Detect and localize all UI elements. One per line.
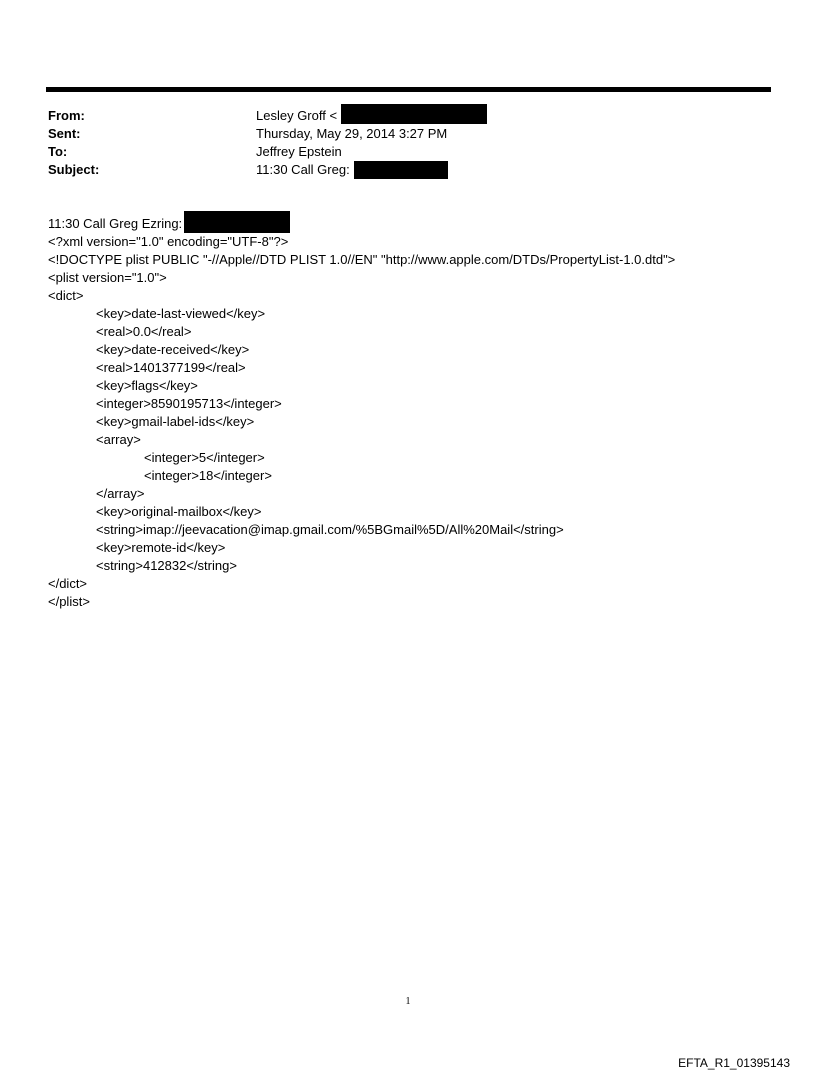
xml-line: </plist> (48, 594, 90, 609)
to-row (48, 143, 768, 161)
redaction-box (341, 104, 487, 124)
xml-line: <key>remote-id</key> (96, 540, 226, 555)
xml-line: <string>412832</string> (96, 558, 237, 573)
from-value (256, 107, 487, 125)
xml-line: </array> (96, 486, 145, 501)
subject-label: Subject: (48, 162, 100, 177)
from-label: From: (48, 108, 85, 123)
xml-line: <key>date-received</key> (96, 342, 250, 357)
xml-line: <real>1401377199</real> (96, 360, 246, 375)
xml-line: <key>original-mailbox</key> (96, 504, 262, 519)
subject-text: 11:30 Call Greg: (256, 162, 350, 177)
xml-line: <array> (96, 432, 141, 447)
xml-line: </dict> (48, 576, 88, 591)
xml-line: <key>date-last-viewed</key> (96, 306, 266, 321)
xml-line: <integer>5</integer> (144, 450, 265, 465)
from-sender: Lesley Groff < (256, 108, 338, 123)
to-label: To: (48, 144, 68, 159)
xml-line: <key>gmail-label-ids</key> (96, 414, 255, 429)
redaction-box (184, 211, 290, 233)
xml-line: <?xml version="1.0" encoding="UTF-8"?> (48, 234, 289, 249)
sent-label: Sent: (48, 126, 81, 141)
body-intro: 11:30 Call Greg Ezring: (48, 216, 183, 231)
email-body (48, 215, 788, 611)
header-divider (46, 87, 771, 92)
document-id: EFTA_R1_01395143 (678, 1056, 790, 1070)
xml-line: <integer>18</integer> (144, 468, 272, 483)
xml-line: <!DOCTYPE plist PUBLIC "-//Apple//DTD PLIST 1.0//EN" "http://www.apple.com/DTDs/PropertyList-1.0.dtd"> (48, 252, 676, 267)
subject-row (48, 161, 768, 179)
xml-line: <plist version="1.0"> (48, 270, 167, 285)
sent-row (48, 125, 768, 143)
from-row (48, 107, 768, 125)
page-number: 1 (405, 996, 411, 1007)
body-intro-line (48, 215, 788, 233)
xml-line: <real>0.0</real> (96, 324, 192, 339)
sent-value: Thursday, May 29, 2014 3:27 PM (256, 126, 448, 141)
xml-line: <integer>8590195713</integer> (96, 396, 282, 411)
xml-line: <key>flags</key> (96, 378, 198, 393)
subject-value (256, 161, 448, 179)
xml-line: <string>imap://jeevacation@imap.gmail.com/%5BGmail%5D/All%20Mail</string> (96, 522, 564, 537)
to-value: Jeffrey Epstein (256, 144, 342, 159)
email-header (48, 107, 768, 179)
redaction-box (354, 161, 448, 179)
xml-line: <dict> (48, 288, 84, 303)
